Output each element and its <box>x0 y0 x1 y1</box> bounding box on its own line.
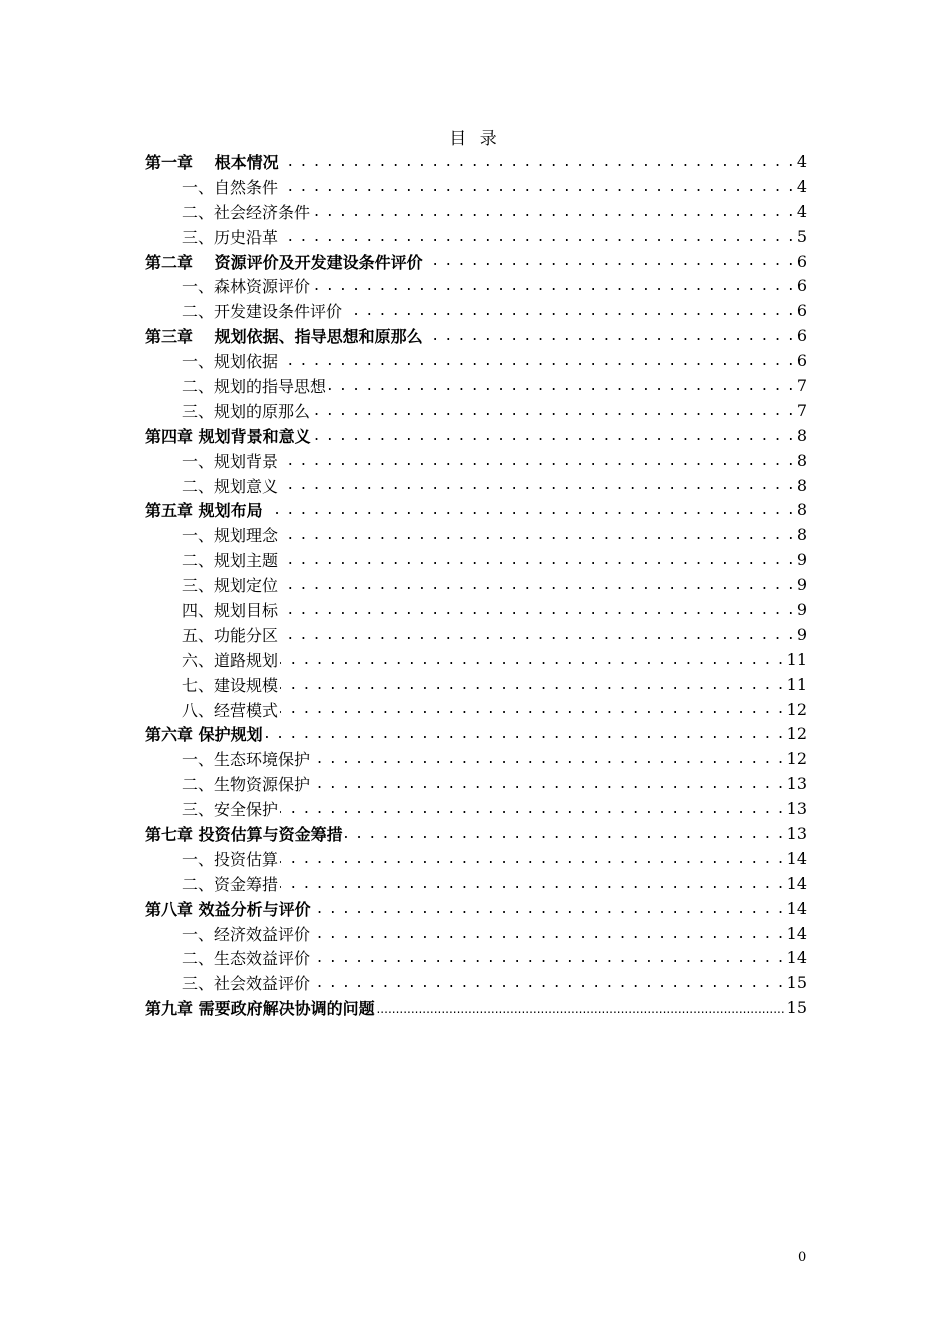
toc-page: 6 <box>796 251 807 271</box>
toc-chapter-2[interactable] <box>145 249 807 274</box>
dot-leader <box>344 298 795 323</box>
dot-leader <box>280 672 785 697</box>
toc-page: 6 <box>796 326 807 346</box>
toc-label: 第九章 需要政府解决协调的问题 <box>145 999 375 1019</box>
dot-leader <box>280 572 795 597</box>
toc-section[interactable] <box>145 622 807 647</box>
toc-section[interactable] <box>145 946 807 971</box>
toc-section[interactable] <box>145 174 807 199</box>
toc-label: 一、规划依据 <box>182 352 279 372</box>
toc-label: 七、建设规模 <box>182 675 279 695</box>
page-number: 0 <box>798 1250 807 1265</box>
dot-leader <box>328 373 795 398</box>
toc-page: 11 <box>786 674 807 694</box>
toc-page: 7 <box>796 400 807 420</box>
toc-page: 13 <box>786 774 807 794</box>
toc-section[interactable] <box>145 398 807 423</box>
toc-page: 8 <box>796 450 807 470</box>
toc-page: 9 <box>796 624 807 644</box>
toc-page: 4 <box>796 176 807 196</box>
toc-label: 五、功能分区 <box>182 625 279 645</box>
toc-label: 一、规划理念 <box>182 526 279 546</box>
toc-page: 4 <box>796 201 807 221</box>
toc-label: 第二章 资源评价及开发建设条件评价 <box>145 252 423 272</box>
toc-label: 一、自然条件 <box>182 177 279 197</box>
dot-leader <box>265 721 785 746</box>
toc-section[interactable] <box>145 796 807 821</box>
toc-section[interactable] <box>145 373 807 398</box>
toc-section[interactable] <box>145 348 807 373</box>
toc-section[interactable] <box>145 473 807 498</box>
toc-page: 9 <box>796 599 807 619</box>
toc-page: 9 <box>796 550 807 570</box>
toc-chapter-3[interactable] <box>145 323 807 348</box>
toc-page: 8 <box>796 525 807 545</box>
toc-page: 15 <box>786 998 807 1018</box>
toc-section[interactable] <box>145 522 807 547</box>
toc-label: 一、规划背景 <box>182 451 279 471</box>
toc-section[interactable] <box>145 697 807 722</box>
dot-leader <box>312 921 785 946</box>
dot-leader <box>280 522 795 547</box>
dot-leader <box>280 174 795 199</box>
dot-leader <box>265 497 795 522</box>
toc-page: 8 <box>796 475 807 495</box>
dot-leader <box>280 224 795 249</box>
toc-page: 12 <box>786 749 807 769</box>
toc-page: 14 <box>786 948 807 968</box>
toc-label: 第七章 投资估算与资金筹措 <box>145 824 343 844</box>
toc-page: 13 <box>786 823 807 843</box>
toc-label: 第四章 规划背景和意义 <box>145 426 311 446</box>
dot-leader <box>425 249 795 274</box>
toc-label: 第六章 保护规划 <box>145 725 263 745</box>
toc-title: 目 录 <box>449 129 501 149</box>
dot-leader <box>280 348 795 373</box>
toc-section[interactable] <box>145 448 807 473</box>
toc-label: 二、规划的指导思想 <box>182 376 327 396</box>
toc-page: 5 <box>796 226 807 246</box>
toc-section[interactable] <box>145 224 807 249</box>
dot-leader <box>281 149 795 174</box>
toc-label: 三、社会效益评价 <box>182 974 311 994</box>
toc-chapter-8[interactable] <box>145 896 807 921</box>
toc-chapter-6[interactable] <box>145 721 807 746</box>
dot-leader <box>280 547 795 572</box>
toc-page: 14 <box>786 848 807 868</box>
dot-leader <box>312 946 785 971</box>
toc-label: 第五章 规划布局 <box>145 501 263 521</box>
dot-leader <box>280 796 785 821</box>
toc-label: 一、经济效益评价 <box>182 924 311 944</box>
dot-leader <box>280 597 795 622</box>
toc-label: 二、生物资源保护 <box>182 775 311 795</box>
toc-section[interactable] <box>145 273 807 298</box>
toc-section[interactable] <box>145 298 807 323</box>
toc-chapter-7[interactable] <box>145 821 807 846</box>
toc-page: 6 <box>796 301 807 321</box>
dot-leader <box>312 398 795 423</box>
toc-page: 15 <box>786 973 807 993</box>
dot-leader <box>280 622 795 647</box>
dot-leader <box>280 846 785 871</box>
toc-page: 8 <box>796 500 807 520</box>
toc-page: 4 <box>796 151 807 171</box>
toc-label: 二、社会经济条件 <box>182 202 311 222</box>
toc-label: 一、森林资源评价 <box>182 277 311 297</box>
dot-leader <box>280 871 785 896</box>
toc-label: 四、规划目标 <box>182 600 279 620</box>
toc-label: 三、规划定位 <box>182 576 279 596</box>
dot-leader <box>313 896 785 921</box>
toc-page: 11 <box>786 649 807 669</box>
dot-leader <box>313 423 795 448</box>
toc-page: 12 <box>786 724 807 744</box>
toc-label: 三、历史沿革 <box>182 227 279 247</box>
toc-chapter-9[interactable] <box>145 995 807 1020</box>
toc-chapter-5[interactable] <box>145 497 807 522</box>
toc-section[interactable] <box>145 846 807 871</box>
dot-leader <box>280 647 785 672</box>
toc-label: 第一章 根本情况 <box>145 152 279 172</box>
dot-leader <box>280 448 795 473</box>
toc-label: 三、安全保护 <box>182 800 279 820</box>
dot-leader <box>312 970 785 995</box>
dot-leader <box>312 771 785 796</box>
toc-chapter-4[interactable] <box>145 423 807 448</box>
toc-label: 一、生态环境保护 <box>182 750 311 770</box>
dot-leader <box>312 273 795 298</box>
toc-section[interactable] <box>145 771 807 796</box>
table-of-contents <box>145 149 807 1020</box>
toc-chapter-1[interactable] <box>145 149 807 174</box>
dot-leader <box>377 995 785 1020</box>
toc-page: 9 <box>796 575 807 595</box>
toc-page: 14 <box>786 923 807 943</box>
toc-label: 二、规划主题 <box>182 551 279 571</box>
toc-section[interactable] <box>145 199 807 224</box>
toc-label: 第三章 规划依据、指导思想和原那么 <box>145 327 423 347</box>
toc-page: 8 <box>796 425 807 445</box>
toc-section[interactable] <box>145 597 807 622</box>
dot-leader <box>425 323 795 348</box>
toc-label: 八、经营模式 <box>182 700 279 720</box>
toc-label: 二、规划意义 <box>182 476 279 496</box>
toc-section[interactable] <box>145 921 807 946</box>
toc-page: 14 <box>786 898 807 918</box>
toc-page: 13 <box>786 799 807 819</box>
toc-page: 6 <box>796 351 807 371</box>
dot-leader <box>280 697 785 722</box>
toc-label: 六、道路规划 <box>182 650 279 670</box>
dot-leader <box>345 821 785 846</box>
dot-leader <box>312 199 795 224</box>
toc-label: 二、开发建设条件评价 <box>182 302 343 322</box>
toc-section[interactable] <box>145 672 807 697</box>
dot-leader <box>312 746 785 771</box>
toc-page: 14 <box>786 873 807 893</box>
toc-page: 7 <box>796 375 807 395</box>
toc-page: 12 <box>786 699 807 719</box>
toc-page: 6 <box>796 276 807 296</box>
toc-label: 第八章 效益分析与评价 <box>145 899 311 919</box>
toc-section[interactable] <box>145 746 807 771</box>
toc-label: 一、投资估算 <box>182 849 279 869</box>
toc-label: 二、资金筹措 <box>182 874 279 894</box>
toc-section[interactable] <box>145 871 807 896</box>
toc-section[interactable] <box>145 572 807 597</box>
toc-section[interactable] <box>145 647 807 672</box>
toc-label: 三、规划的原那么 <box>182 401 311 421</box>
toc-section[interactable] <box>145 547 807 572</box>
toc-label: 二、生态效益评价 <box>182 949 311 969</box>
dot-leader <box>280 473 795 498</box>
toc-section[interactable] <box>145 970 807 995</box>
